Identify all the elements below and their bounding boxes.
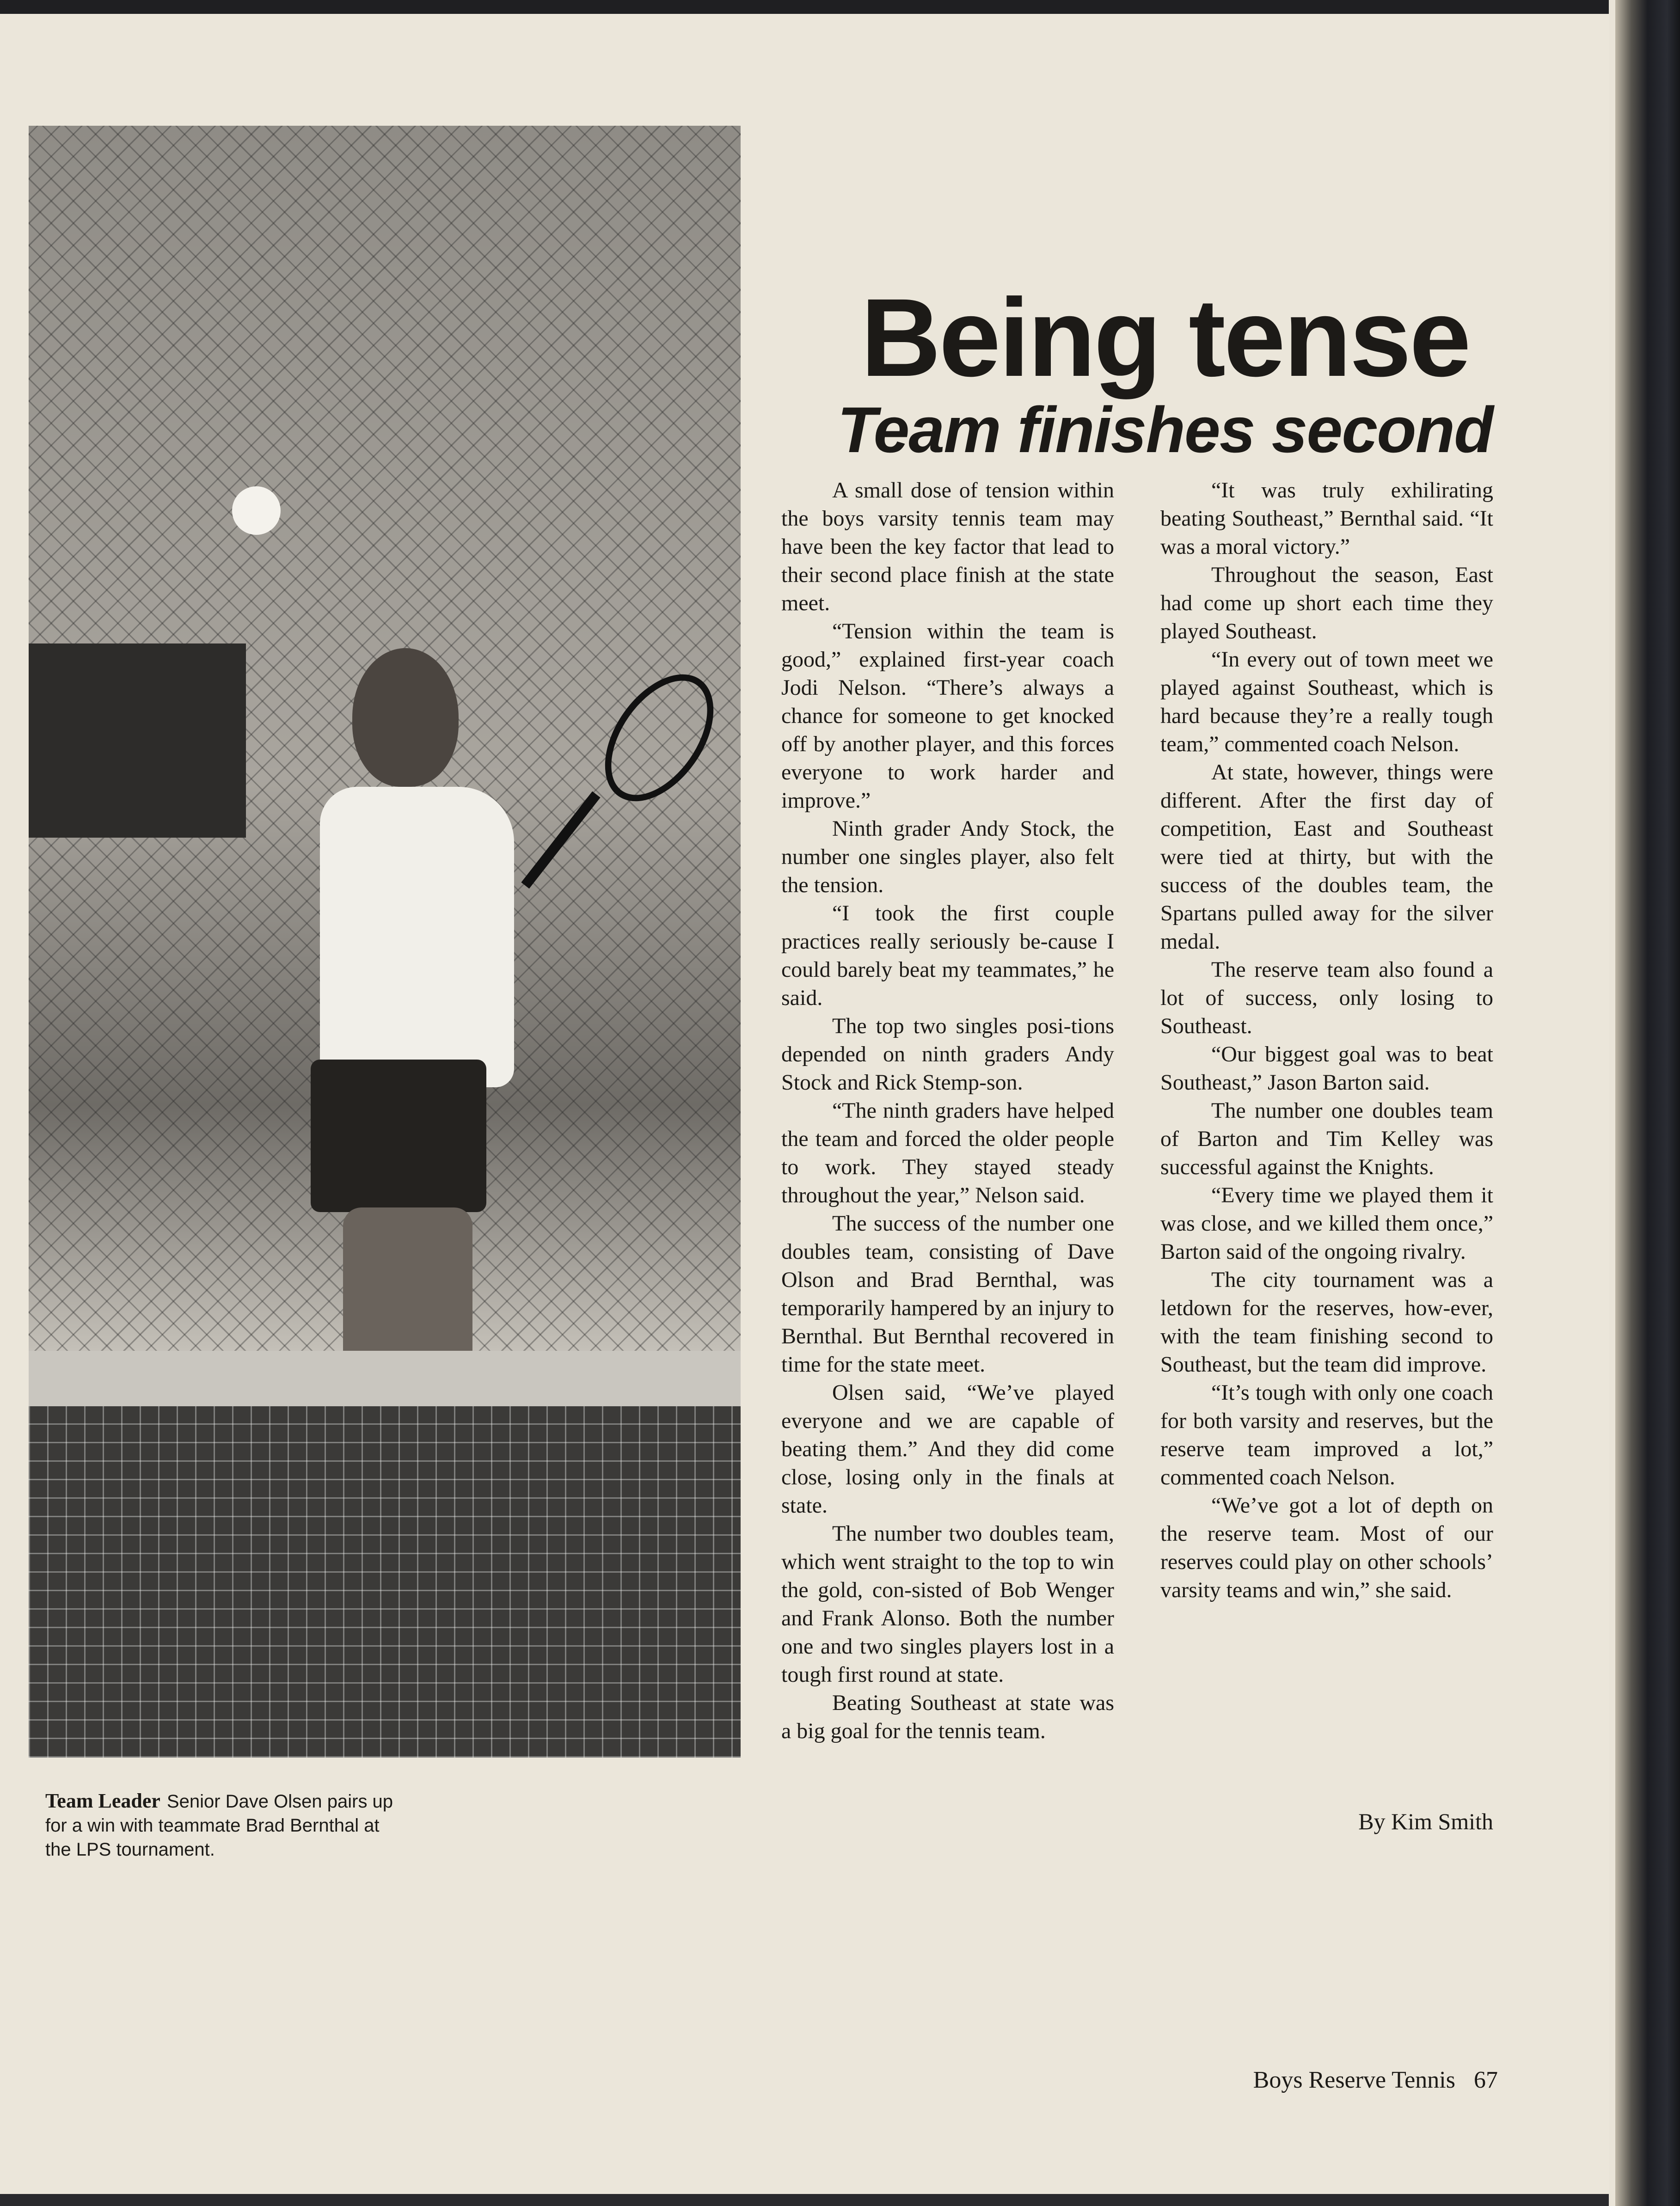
- paragraph: “It’s tough with only one coach for both varsity and reserves, but the reserve team improved a lot,” commented coach Nelson.: [1160, 1380, 1493, 1489]
- player-head: [352, 648, 459, 787]
- caption-text: Senior Dave Olsen pairs up for a win with teammate Brad Bernthal at the LPS tournament.: [45, 1791, 393, 1860]
- tennis-player-photo: [29, 126, 741, 1758]
- headline: Being tense: [860, 276, 1470, 399]
- paragraph: “It was truly exhilirating beating Southeast,” Bernthal said. “It was a moral victory.”: [1160, 478, 1493, 559]
- photo-caption: [45, 1789, 397, 1862]
- paragraph: “The ninth graders have helped the team and forced the older people to work. They stayed steady throughout the year,” Nelson said.: [781, 1098, 1114, 1207]
- paragraph: Throughout the season, East had come up short each time they played Southeast.: [1160, 563, 1493, 643]
- player-shirt: [320, 787, 514, 1087]
- top-edge-shadow: [0, 0, 1609, 14]
- section-title: Boys Reserve Tennis: [1253, 2067, 1455, 2093]
- player-shorts: [311, 1060, 486, 1212]
- paragraph: “Every time we played them it was close, and we killed them once,” Barton said of the ongoing rivalry.: [1160, 1183, 1493, 1264]
- tennis-racket: [583, 655, 736, 821]
- paragraph: The top two singles posi-tions depended on ninth graders Andy Stock and Rick Stemp-son.: [781, 1014, 1114, 1095]
- subhead: Team finishes second: [837, 393, 1493, 466]
- paragraph: “Our biggest goal was to beat Southeast,” Jason Barton said.: [1160, 1042, 1493, 1095]
- article-column-left: [781, 476, 1114, 1745]
- page-number: 67: [1474, 2067, 1498, 2093]
- paragraph: “We’ve got a lot of depth on the reserve team. Most of our reserves could play on other schools’ varsity teams and win,” she said.: [1160, 1493, 1493, 1602]
- book-binding: [1615, 0, 1680, 2206]
- paragraph: Ninth grader Andy Stock, the number one singles player, also felt the tension.: [781, 816, 1114, 897]
- paragraph: The reserve team also found a lot of success, only losing to Southeast.: [1160, 957, 1493, 1038]
- paragraph: Olsen said, “We’ve played everyone and we are capable of beating them.” And they did come close, losing only in the finals at state.: [781, 1380, 1114, 1518]
- paragraph: At state, however, things were different. After the first day of competition, East and Southeast were tied at thirty, but with the success of the doubles team, the Spartans pulled away for the silver medal.: [1160, 760, 1493, 954]
- paragraph: The number two doubles team, which went straight to the top to win the gold, con-sisted of Bob Wenger and Frank Alonso. Both the number one and two singles players lost in a tough first round at state.: [781, 1521, 1114, 1687]
- paragraph: The number one doubles team of Barton and Tim Kelley was successful against the Knights.: [1160, 1098, 1493, 1179]
- tennis-net: [29, 1406, 741, 1758]
- paragraph: “In every out of town meet we played against Southeast, which is hard because they’re a really tough team,” commented coach Nelson.: [1160, 647, 1493, 756]
- paragraph: A small dose of tension within the boys varsity tennis team may have been the key factor that lead to their second place finish at the state meet.: [781, 478, 1114, 615]
- paragraph: “Tension within the team is good,” explained first-year coach Jodi Nelson. “There’s always a chance for someone to get knocked off by another player, and this forces everyone to work harder and improve.”: [781, 619, 1114, 813]
- bottom-edge-shadow: [0, 2194, 1609, 2206]
- caption-lead: Team Leader: [45, 1789, 160, 1812]
- photo-scoreboard: [29, 643, 246, 838]
- paragraph: The success of the number one doubles team, consisting of Dave Olson and Brad Bernthal, was temporarily hampered by an injury to Bernthal. But Bernthal recovered in time for the state meet.: [781, 1211, 1114, 1377]
- article-column-right: [1160, 476, 1493, 1604]
- byline: By Kim Smith: [1358, 1808, 1493, 1834]
- tennis-ball: [232, 486, 281, 535]
- page-footer: [1156, 2066, 1498, 2094]
- paragraph: “I took the first couple practices really seriously be-cause I could barely beat my teammates,” he said.: [781, 901, 1114, 1010]
- paragraph: The city tournament was a letdown for the reserves, how-ever, with the team finishing second to Southeast, but the team did improve.: [1160, 1268, 1493, 1377]
- racket-handle: [521, 791, 600, 889]
- net-tape: [29, 1351, 741, 1406]
- paragraph: Beating Southeast at state was a big goal for the tennis team.: [781, 1691, 1114, 1743]
